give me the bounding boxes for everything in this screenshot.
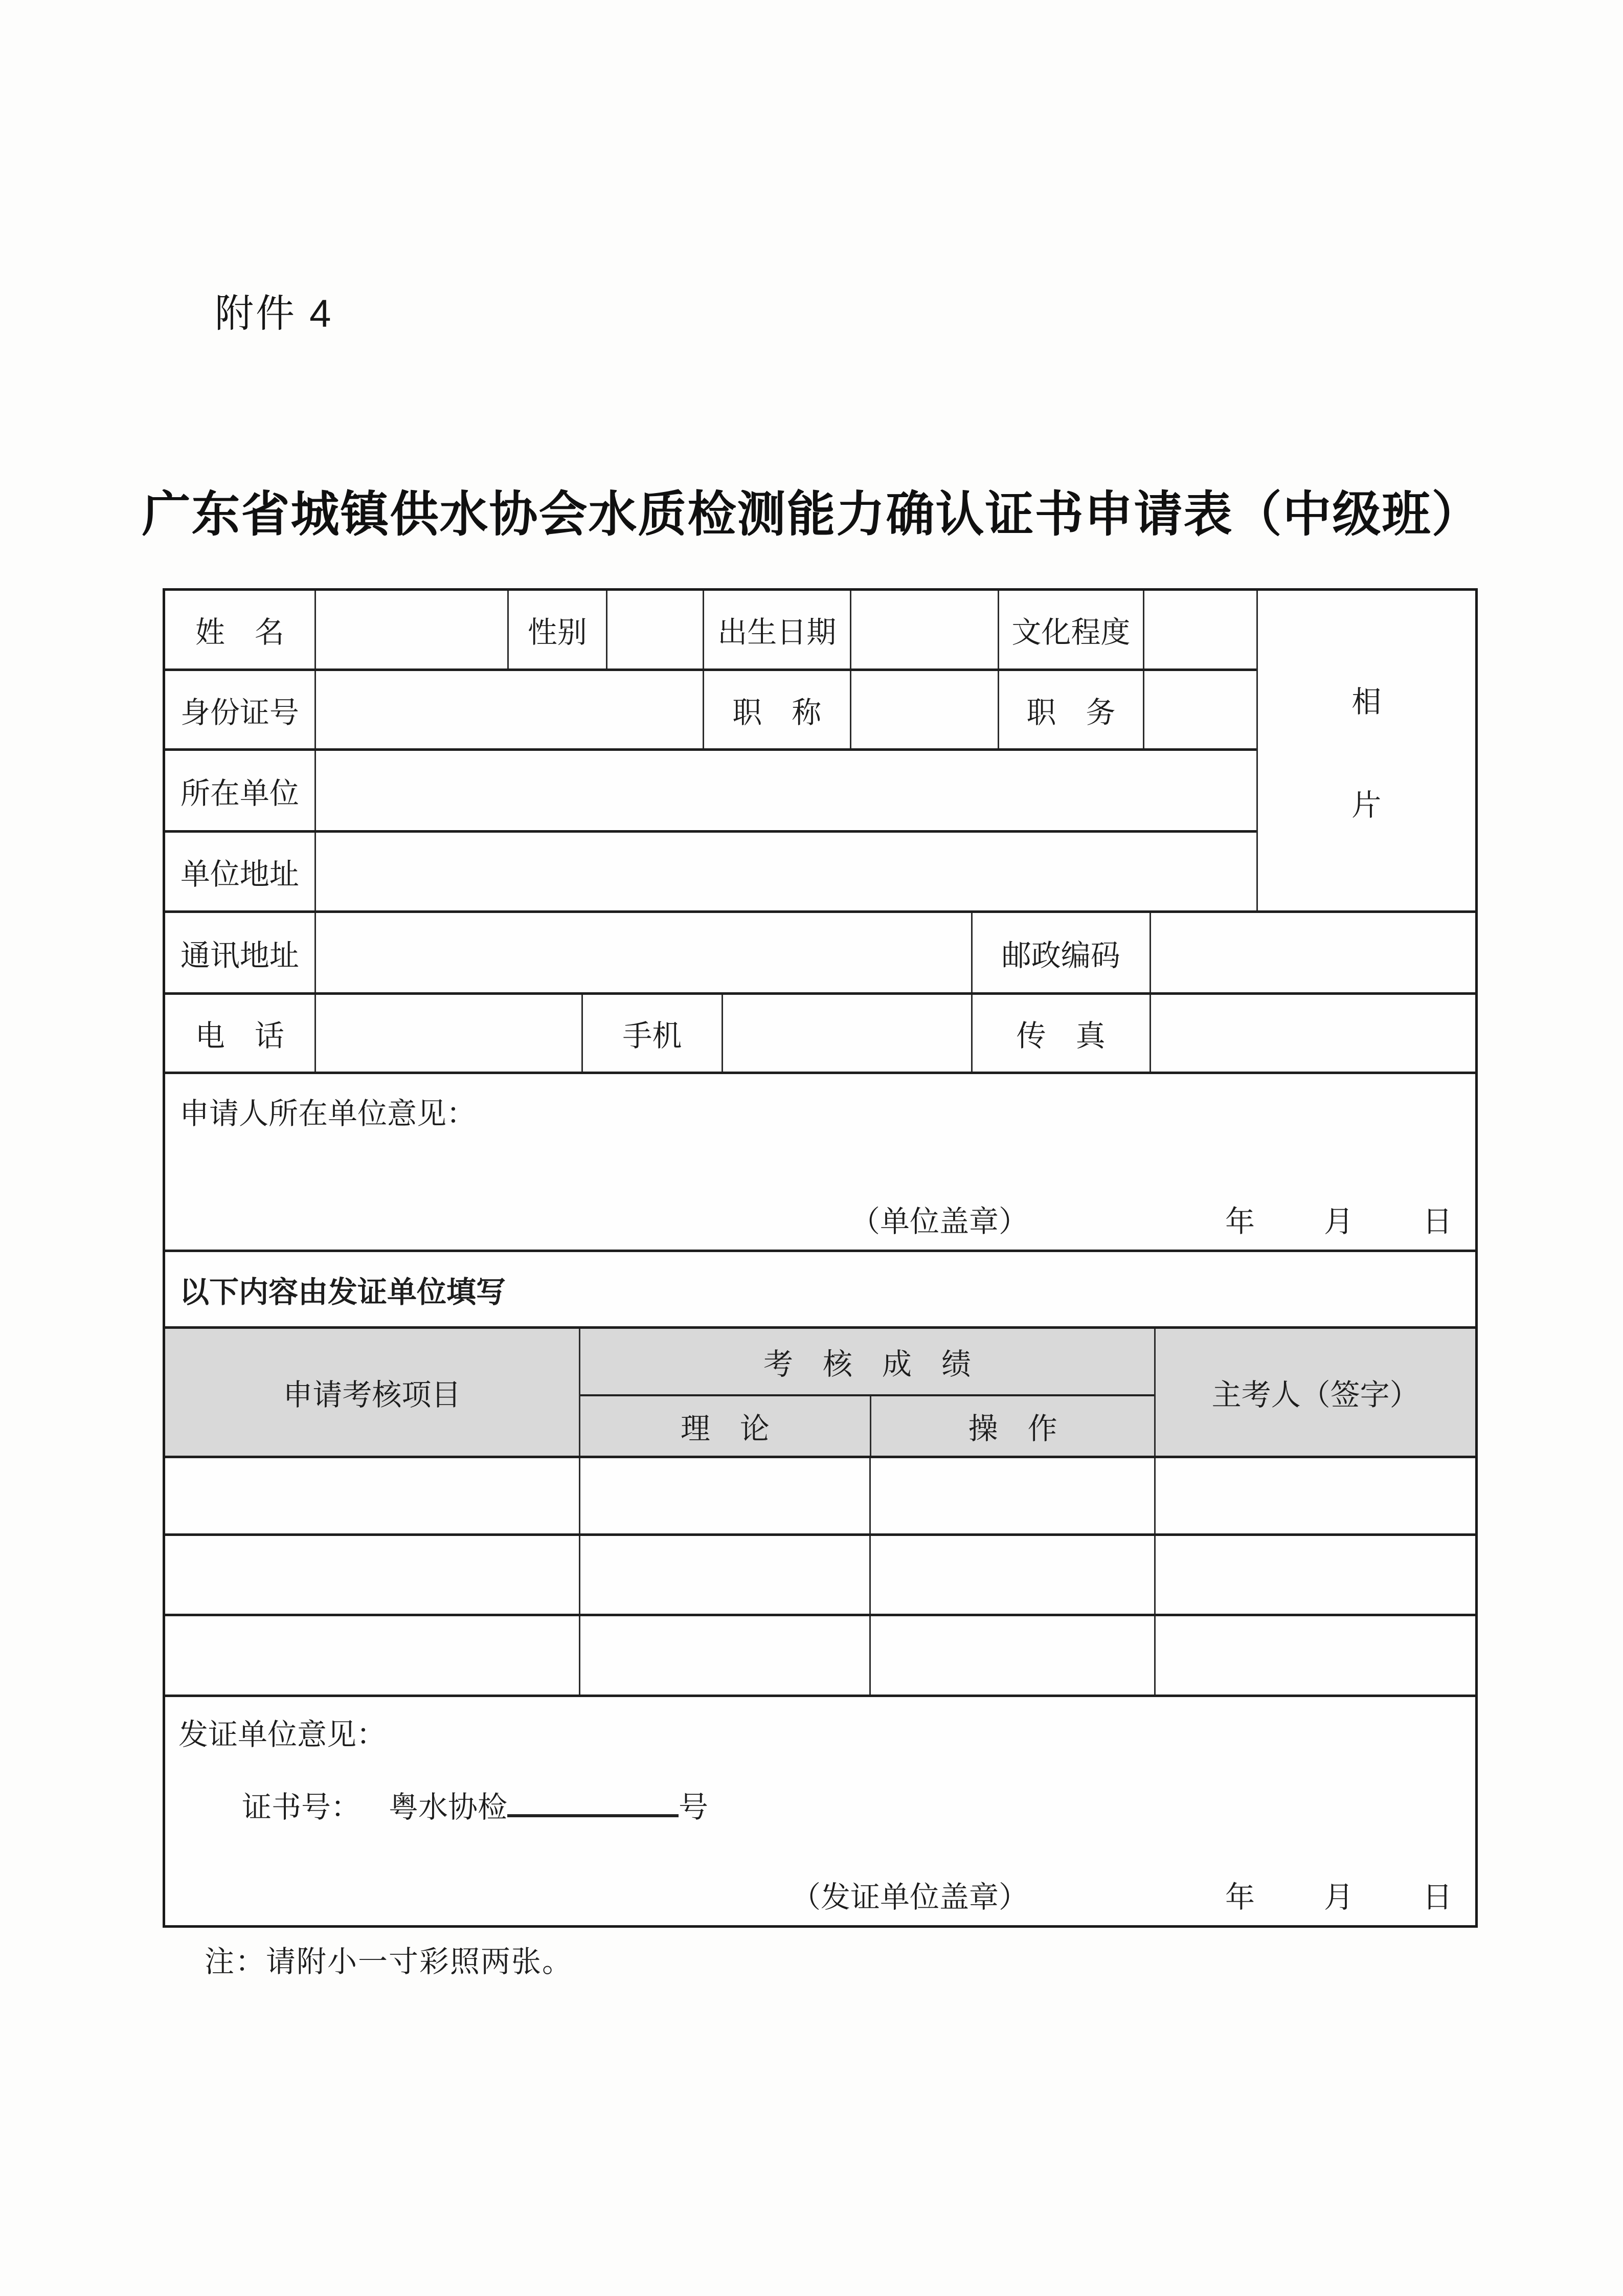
position-label: 职 务 xyxy=(998,671,1143,748)
certificate-number-blank xyxy=(507,1788,679,1817)
phone-label: 电 话 xyxy=(195,1019,284,1053)
birth-date-value-cell xyxy=(850,591,998,668)
unit-opinion-cell xyxy=(165,1072,1475,1250)
issuer-day-label: 日 xyxy=(1422,1881,1452,1914)
issuer-stamp-date-line xyxy=(165,1873,1475,1925)
examiner-signature-cell xyxy=(1154,1458,1475,1533)
personal-info-rows xyxy=(165,591,1256,910)
issuer-month-label: 月 xyxy=(1323,1881,1354,1914)
certificate-number-line xyxy=(242,1783,1475,1826)
mailing-address-label: 通讯地址 xyxy=(180,939,299,972)
examiner-signature-cell xyxy=(1154,1536,1475,1614)
row-work-unit xyxy=(165,748,1256,830)
unit-address-value-cell xyxy=(314,833,1256,910)
unit-stamp-date-line xyxy=(165,1197,1475,1250)
mobile-value-cell xyxy=(722,995,971,1072)
examiner-signature-cell xyxy=(1154,1616,1475,1695)
issuer-stamp-hint: （发证单位盖章） xyxy=(791,1881,1028,1914)
issuer-fill-note: 以下内容由发证单位填写 xyxy=(179,1275,506,1309)
mobile-label: 手机 xyxy=(581,995,722,1072)
unit-opinion-label: 申请人所在单位意见： xyxy=(179,1097,477,1130)
job-title-label: 职 称 xyxy=(703,671,850,748)
page-title: 广东省城镇供水协会水质检测能力确认证书申请表（中级班） xyxy=(142,487,1481,542)
unit-address-label: 单位地址 xyxy=(180,858,299,891)
unit-month-label: 月 xyxy=(1323,1205,1354,1238)
gender-label: 性别 xyxy=(507,591,605,668)
theory-score-cell xyxy=(579,1458,869,1533)
certificate-number-label: 证书号： xyxy=(242,1791,361,1824)
position-value-cell xyxy=(1143,671,1256,748)
row-phone-mobile-fax xyxy=(165,992,1475,1072)
issuer-year-label: 年 xyxy=(1225,1881,1255,1914)
phone-value-cell xyxy=(314,995,581,1072)
photo-cell xyxy=(1256,591,1475,910)
operation-score-cell xyxy=(869,1458,1155,1533)
name-label: 姓 名 xyxy=(195,616,284,649)
id-number-label: 身份证号 xyxy=(180,696,299,729)
photo-char-top: 相 xyxy=(1351,685,1382,719)
issuer-spacer xyxy=(165,1826,1475,1873)
footer-note: 注：请附小一寸彩照两张。 xyxy=(205,1945,573,1978)
unit-stamp-hint: （单位盖章） xyxy=(850,1205,1028,1238)
row-id-title-position xyxy=(165,668,1256,748)
theory-header: 理 论 xyxy=(680,1412,770,1445)
assessment-score-subheaders xyxy=(580,1394,1154,1456)
assessment-score-header: 考 核 成 绩 xyxy=(763,1348,972,1381)
row-name-gender-birth-education xyxy=(165,591,1256,668)
attachment-label: 附件 4 xyxy=(215,292,333,336)
theory-score-cell xyxy=(579,1616,869,1695)
fax-label: 传 真 xyxy=(971,995,1149,1072)
issuer-opinion-cell xyxy=(165,1695,1475,1925)
assessment-empty-row xyxy=(165,1614,1475,1695)
row-mailing-address xyxy=(165,910,1475,992)
job-title-value-cell xyxy=(850,671,998,748)
issuer-fill-note-row xyxy=(165,1250,1475,1326)
certificate-prefix: 粤水协检 xyxy=(389,1791,508,1824)
unit-year-label: 年 xyxy=(1225,1205,1255,1238)
application-form-table xyxy=(163,588,1478,1928)
certificate-suffix: 号 xyxy=(679,1791,709,1824)
assessment-empty-row xyxy=(165,1533,1475,1614)
unit-day-label: 日 xyxy=(1422,1205,1452,1238)
postal-code-label: 邮政编码 xyxy=(971,913,1149,992)
operation-header: 操 作 xyxy=(870,1396,1154,1456)
examiner-header: 主考人（签字） xyxy=(1154,1329,1475,1456)
photo-char-bottom: 片 xyxy=(1351,788,1382,822)
assessment-item-cell xyxy=(165,1458,579,1533)
row-unit-address xyxy=(165,830,1256,910)
operation-score-cell xyxy=(869,1536,1155,1614)
assessment-item-header: 申请考核项目 xyxy=(283,1378,461,1412)
fax-value-cell xyxy=(1149,995,1475,1072)
theory-score-cell xyxy=(579,1536,869,1614)
assessment-header-row xyxy=(165,1326,1475,1456)
assessment-score-header-group xyxy=(579,1329,1154,1456)
education-value-cell xyxy=(1143,591,1256,668)
operation-score-cell xyxy=(869,1616,1155,1695)
personal-info-block xyxy=(165,591,1475,910)
id-number-value-cell xyxy=(314,671,703,748)
work-unit-label: 所在单位 xyxy=(180,776,299,810)
birth-date-label: 出生日期 xyxy=(703,591,850,668)
assessment-empty-row xyxy=(165,1456,1475,1533)
name-value-cell xyxy=(314,591,507,668)
assessment-item-cell xyxy=(165,1536,579,1614)
work-unit-value-cell xyxy=(314,751,1256,830)
mailing-address-value-cell xyxy=(314,913,971,992)
postal-code-value-cell xyxy=(1149,913,1475,992)
education-label: 文化程度 xyxy=(998,591,1143,668)
assessment-item-cell xyxy=(165,1616,579,1695)
issuer-opinion-label: 发证单位意见： xyxy=(178,1718,387,1751)
gender-value-cell xyxy=(606,591,703,668)
